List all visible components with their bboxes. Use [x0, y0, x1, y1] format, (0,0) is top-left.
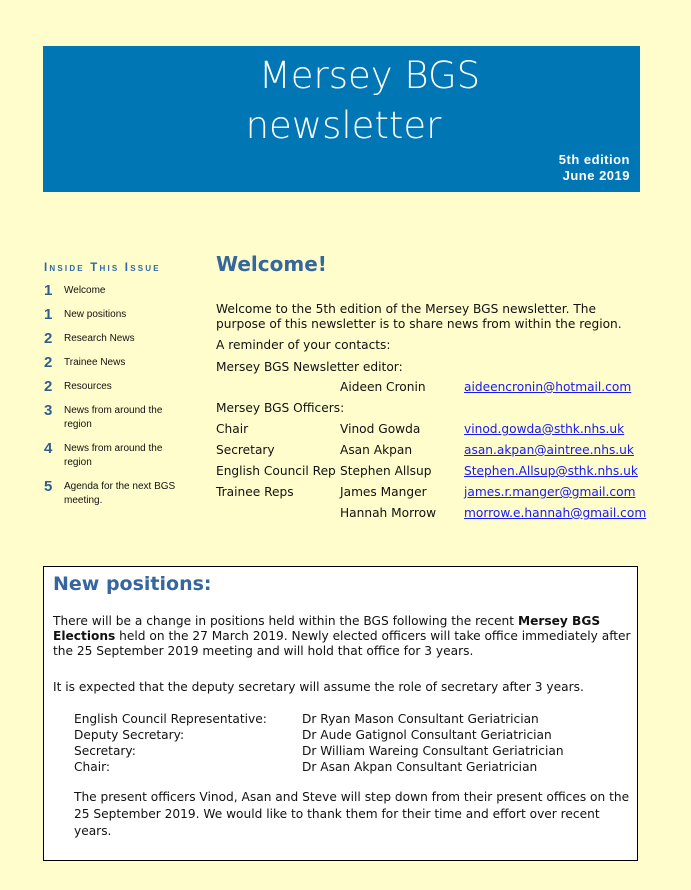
toc-list: [44, 284, 214, 508]
toc-item-label: Trainee News: [64, 357, 126, 368]
toc-item-label: New positions: [64, 309, 127, 320]
toc-item-label: Welcome: [64, 285, 106, 296]
edition-label: 5th edition: [558, 152, 630, 167]
toc-page-number: 2: [44, 330, 53, 347]
welcome-heading: Welcome!: [216, 252, 327, 276]
contact-name: Vinod Gowda: [340, 422, 421, 436]
contact-email-link[interactable]: morrow.e.hannah@gmail.com: [464, 506, 647, 520]
edition-info: [559, 152, 630, 184]
masthead-title-line2: newsletter: [245, 104, 442, 147]
contact-email-link[interactable]: Stephen.Allsup@sthk.nhs.uk: [464, 464, 638, 478]
welcome-intro: Welcome to the 5th edition of the Mersey BGS newsletter. The purpose of this newsletter is to share news from within the region.: [216, 302, 622, 331]
appointment-person: Dr William Wareing Consultant Geriatrician: [302, 744, 564, 758]
contact-name: James Manger: [340, 485, 427, 499]
appointment-role: Secretary:: [74, 744, 136, 758]
toc-page-number: 2: [44, 354, 53, 371]
contact-email-link[interactable]: asan.akpan@aintree.nhs.uk: [464, 443, 634, 457]
officers-heading: Mersey BGS Officers:: [216, 401, 345, 415]
toc-heading: Inside This Issue: [44, 262, 161, 274]
toc-page-number: 4: [44, 440, 53, 457]
masthead-title-line1: Mersey BGS: [258, 54, 481, 97]
contact-name: Aideen Cronin: [340, 380, 426, 394]
new-positions-paragraph-1: [53, 614, 633, 659]
toc-item[interactable]: [44, 480, 214, 508]
new-positions-paragraph-2: It is expected that the deputy secretary will assume the role of secretary after 3 years.: [53, 680, 584, 694]
appointment-person: Dr Ryan Mason Consultant Geriatrician: [302, 712, 539, 726]
appointment-role: Chair:: [74, 760, 110, 774]
appointment-person: Dr Aude Gatignol Consultant Geriatrician: [302, 728, 552, 742]
contact-email-link[interactable]: vinod.gowda@sthk.nhs.uk: [464, 422, 625, 436]
toc-page-number: 5: [44, 478, 53, 495]
welcome-section: [216, 252, 647, 520]
appointment-person: Dr Asan Akpan Consultant Geriatrician: [302, 760, 538, 774]
contact-email-link[interactable]: james.r.manger@gmail.com: [464, 485, 636, 499]
new-positions-heading: New positions:: [53, 573, 212, 595]
toc-item[interactable]: [44, 332, 214, 346]
new-positions-box: [43, 566, 638, 861]
appointment-role: Deputy Secretary:: [74, 728, 185, 742]
toc-page-number: 2: [44, 378, 53, 395]
contact-role: Chair: [216, 422, 249, 436]
contact-name: Hannah Morrow: [340, 506, 437, 520]
toc-item[interactable]: [44, 380, 214, 394]
contact-email-link[interactable]: aideencronin@hotmail.com: [464, 380, 632, 394]
contact-role: Trainee Reps: [216, 485, 294, 499]
appointment-role: English Council Representative:: [74, 712, 267, 726]
p1-bold-elections: Mersey BGS Elections: [53, 614, 601, 643]
toc-item-label: Agenda for the next BGS meeting.: [64, 481, 176, 506]
editor-heading: Mersey BGS Newsletter editor:: [216, 360, 403, 374]
toc-item-label: News from around the region: [64, 405, 163, 430]
toc-item[interactable]: [44, 284, 214, 298]
masthead-banner: [43, 46, 640, 192]
toc-item[interactable]: [44, 442, 214, 470]
contacts-reminder: A reminder of your contacts:: [216, 338, 391, 352]
contact-name: Stephen Allsup: [340, 464, 432, 478]
toc-item[interactable]: [44, 308, 214, 322]
toc-page-number: 3: [44, 402, 53, 419]
p1-text-after: held on the 27 March 2019. Newly elected officers will take office immediately after the 25 September 2019 meeting and will hold that office for 3 years.: [53, 629, 631, 658]
contact-role: Secretary: [216, 443, 275, 457]
toc-item[interactable]: [44, 356, 214, 370]
toc-page-number: 1: [44, 282, 53, 299]
toc-item-label: Resources: [64, 381, 112, 392]
toc-item-label: News from around the region: [64, 443, 163, 468]
toc-item[interactable]: [44, 404, 214, 432]
new-positions-paragraph-3: The present officers Vinod, Asan and Steve will step down from their present offices on the 25 September 2019. We would like to thank them for their time and effort over recent years.: [74, 790, 630, 838]
toc-page-number: 1: [44, 306, 53, 323]
p1-text-before: There will be a change in positions held within the BGS following the recent: [53, 614, 518, 628]
toc-item-label: Research News: [64, 333, 135, 344]
contact-name: Asan Akpan: [340, 443, 413, 457]
contact-role: English Council Rep: [216, 464, 336, 478]
edition-date: June 2019: [562, 168, 630, 183]
inside-this-issue: [44, 262, 214, 518]
